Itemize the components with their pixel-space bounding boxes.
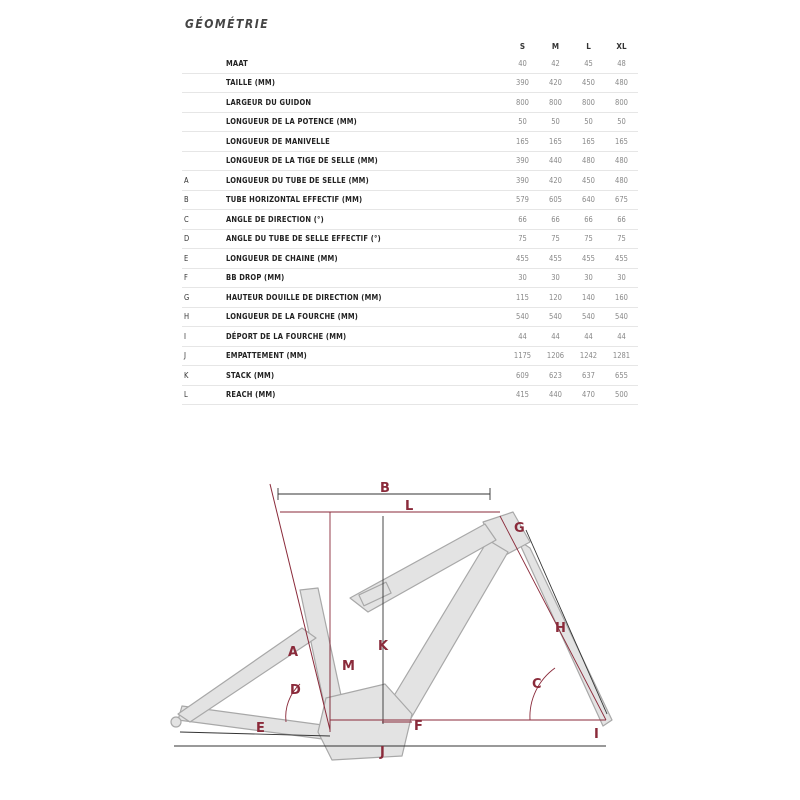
label-a: A [288,645,299,660]
row-letter: L [182,385,226,405]
row-value: 579 [506,190,539,210]
row-value: 800 [572,93,605,113]
row-value: 120 [539,288,572,308]
c-angle-arc [530,668,555,720]
row-label: LONGUEUR DE LA FOURCHE (MM) [226,307,506,327]
row-value: 450 [572,73,605,93]
row-value: 800 [506,93,539,113]
row-value: 45 [572,54,605,73]
row-value: 480 [605,171,638,191]
row-value: 48 [605,54,638,73]
row-label: TUBE HORIZONTAL EFFECTIF (MM) [226,190,506,210]
row-value: 540 [605,307,638,327]
row-value: 420 [539,73,572,93]
row-letter: I [182,327,226,347]
row-value: 140 [572,288,605,308]
row-value: 75 [605,229,638,249]
row-letter: E [182,249,226,269]
label-d: D [290,683,301,698]
size-header: XL [616,41,627,51]
letter-header [182,38,226,54]
table-row [182,229,638,249]
table-row [182,190,638,210]
row-value: 50 [539,112,572,132]
row-value: 540 [539,307,572,327]
seat-stay-shape [178,628,316,722]
row-value: 50 [572,112,605,132]
row-label: LONGUEUR DE CHAINE (MM) [226,249,506,269]
row-value: 165 [539,132,572,152]
size-header: L [586,41,591,51]
row-label: EMPATTEMENT (MM) [226,346,506,366]
row-value: 44 [572,327,605,347]
row-value: 30 [539,268,572,288]
row-value: 165 [605,132,638,152]
row-value: 1281 [605,346,638,366]
row-value: 450 [572,171,605,191]
row-value: 609 [506,366,539,386]
geometry-table [182,38,638,405]
label-f: F [414,719,423,734]
table-row [182,366,638,386]
table-row [182,132,638,152]
row-value: 440 [539,385,572,405]
row-value: 30 [506,268,539,288]
row-letter: B [182,190,226,210]
table-row [182,171,638,191]
row-letter: D [182,229,226,249]
label-b: B [380,481,390,496]
row-label: STACK (MM) [226,366,506,386]
table-row [182,93,638,113]
label-header [226,38,506,54]
table-row [182,307,638,327]
table-row [182,346,638,366]
row-letter [182,151,226,171]
row-label: LONGUEUR DE LA TIGE DE SELLE (MM) [226,151,506,171]
table-row [182,249,638,269]
row-letter: C [182,210,226,230]
row-value: 75 [539,229,572,249]
row-value: 605 [539,190,572,210]
table-row [182,268,638,288]
table-header-row [182,38,638,54]
bike-geometry-diagram [0,470,800,800]
row-letter: G [182,288,226,308]
row-value: 30 [605,268,638,288]
table-row [182,54,638,73]
row-value: 66 [605,210,638,230]
row-label: LONGUEUR DE LA POTENCE (MM) [226,112,506,132]
row-value: 640 [572,190,605,210]
row-value: 415 [506,385,539,405]
row-value: 800 [539,93,572,113]
label-h: H [555,621,566,636]
row-value: 390 [506,73,539,93]
size-header: S [519,41,526,51]
row-letter: A [182,171,226,191]
row-value: 75 [506,229,539,249]
table-row [182,288,638,308]
row-letter: F [182,268,226,288]
row-value: 480 [605,151,638,171]
row-value: 50 [605,112,638,132]
row-value: 455 [539,249,572,269]
row-value: 160 [605,288,638,308]
row-value: 42 [539,54,572,73]
row-value: 390 [506,151,539,171]
row-value: 1242 [572,346,605,366]
row-value: 623 [539,366,572,386]
rear-axle-shape [171,717,181,727]
bike-frame [171,512,612,760]
row-letter: H [182,307,226,327]
row-label: LONGUEUR DU TUBE DE SELLE (MM) [226,171,506,191]
row-letter [182,93,226,113]
label-i: I [594,727,599,742]
row-value: 44 [506,327,539,347]
row-value: 165 [506,132,539,152]
label-l: L [405,499,414,514]
row-value: 30 [572,268,605,288]
row-value: 66 [572,210,605,230]
size-header: M [551,41,560,51]
row-value: 480 [605,73,638,93]
row-label: REACH (MM) [226,385,506,405]
steering-axis-line [500,516,606,720]
row-value: 637 [572,366,605,386]
row-value: 1206 [539,346,572,366]
label-m: M [342,659,355,674]
table-row [182,151,638,171]
row-label: ANGLE DE DIRECTION (°) [226,210,506,230]
label-g: G [514,521,525,536]
page-title: GÉOMÉTRIE [185,17,270,31]
row-letter [182,112,226,132]
row-letter [182,73,226,93]
row-label: MAAT [226,54,506,73]
row-letter [182,132,226,152]
row-value: 540 [572,307,605,327]
table-row [182,385,638,405]
row-value: 455 [605,249,638,269]
row-value: 440 [539,151,572,171]
row-letter [182,54,226,73]
row-value: 455 [572,249,605,269]
row-value: 165 [572,132,605,152]
label-c: C [532,677,542,692]
row-label: ANGLE DU TUBE DE SELLE EFFECTIF (°) [226,229,506,249]
row-value: 420 [539,171,572,191]
row-label: DÉPORT DE LA FOURCHE (MM) [226,327,506,347]
row-value: 50 [506,112,539,132]
row-value: 115 [506,288,539,308]
row-value: 480 [572,151,605,171]
row-label: TAILLE (MM) [226,73,506,93]
row-value: 800 [605,93,638,113]
row-value: 44 [605,327,638,347]
row-value: 675 [605,190,638,210]
row-value: 540 [506,307,539,327]
row-value: 500 [605,385,638,405]
label-j: J [380,745,385,760]
table-row [182,112,638,132]
table-row [182,327,638,347]
row-value: 44 [539,327,572,347]
row-value: 66 [539,210,572,230]
row-label: HAUTEUR DOUILLE DE DIRECTION (MM) [226,288,506,308]
row-value: 75 [572,229,605,249]
row-value: 390 [506,171,539,191]
row-value: 40 [506,54,539,73]
row-letter: J [182,346,226,366]
table-row [182,73,638,93]
row-label: LONGUEUR DE MANIVELLE [226,132,506,152]
row-value: 66 [506,210,539,230]
row-value: 455 [506,249,539,269]
row-letter: K [182,366,226,386]
table-row [182,210,638,230]
row-value: 470 [572,385,605,405]
table-body [182,54,638,405]
row-value: 1175 [506,346,539,366]
row-label: LARGEUR DU GUIDON [226,93,506,113]
row-value: 655 [605,366,638,386]
row-label: BB DROP (MM) [226,268,506,288]
label-e: E [256,721,265,736]
label-k: K [378,639,389,654]
